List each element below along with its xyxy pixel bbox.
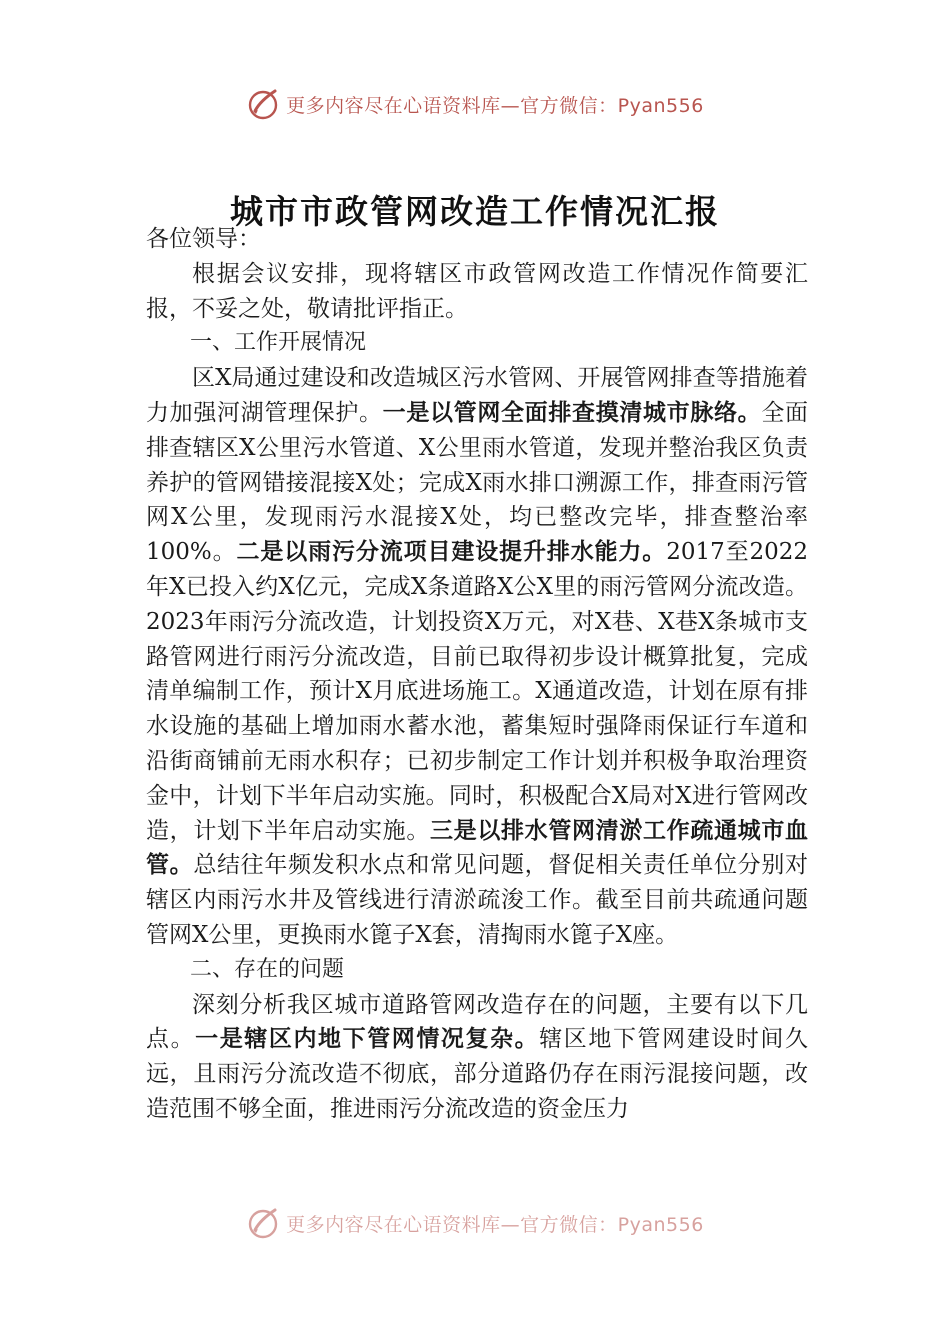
section-1-point-1: 一是以管网全面排查摸清城市脉络。 [382, 398, 762, 426]
section-2-heading: 二、存在的问题 [190, 956, 345, 982]
section-1-paragraph [146, 361, 808, 953]
section-1-text-a: 区X局通过建设和改造城区污水管网、开展管网排查等措施着力加强河湖管理保护。 [146, 365, 808, 426]
section-2-point-1: 一是辖区内地下管网情况复杂。 [195, 1025, 540, 1053]
section-2-text-b: 辖区地下管网建设时间久远，且雨污分流改造不彻底，部分道路仍存在雨污混接问题，改造范围不够全面，推进雨污分流改造的资金压力 [146, 1026, 809, 1122]
watermark-footer [0, 1203, 950, 1243]
section-2-paragraph [146, 988, 808, 1127]
watermark-text: 更多内容尽在心语资料库—官方微信：Pyan556 [286, 1213, 704, 1236]
section-1-heading: 一、工作开展情况 [190, 330, 367, 356]
document-body [146, 222, 808, 1127]
section-1-text-b: 全面排查辖区X公里污水管道、X公里雨水管道，发现并整治我区负责养护的管网错接混接X处；完成X雨水排口溯源工作，排查雨污管网X公里，发现雨污水混接X处，均已整改完毕，排查整治率100%。 [146, 399, 809, 566]
document-title: 城市市政管网改造工作情况汇报 [230, 192, 720, 231]
section-2-text-a: 深刻分析我区城市道路管网改造存在的问题，主要有以下几点。 [146, 991, 808, 1053]
section-1-point-2: 二是以雨污分流项目建设提升排水能力。 [236, 538, 667, 566]
intro-paragraph: 根据会议安排，现将辖区市政管网改造工作情况作简要汇报，不妥之处，敬请批评指正。 [146, 260, 808, 322]
section-1-text-d: 总结往年频发积水点和常见问题，督促相关责任单位分别对辖区内雨污水井及管线进行清淤疏浚工作。截至目前共疏通问题管网X公里，更换雨水篦子X套，清掏雨水篦子X座。 [146, 852, 809, 948]
brush-logo-icon [246, 1206, 280, 1240]
section-1-text-c: 2017至2022年X已投入约X亿元，完成X条道路X公X里的雨污管网分流改造。2023年雨污分流改造，计划投资X万元，对X巷、X巷X条城市支路管网进行雨污分流改造，目前已取得初步设计概算批复，完成清单编制工作，预计X月底进场施工。X通道改造，计划在原有排水设施的基础上增加雨水蓄水池，蓄集短时强降雨保证行车道和沿街商铺前无雨水积存；已初步制定工作计划并积极争取治理资金中，计划下半年启动实施。同时，积极配合X局对X进行管网改造，计划下半年启动实施。 [146, 539, 808, 844]
section-1-point-3: 三是以排水管网清淤工作疏通城市血管。 [146, 816, 809, 879]
watermark-text: 更多内容尽在心语资料库—官方微信：Pyan556 [286, 94, 704, 117]
brush-logo-icon [246, 87, 280, 121]
salutation: 各位领导： [146, 226, 261, 252]
watermark-header [0, 84, 950, 124]
